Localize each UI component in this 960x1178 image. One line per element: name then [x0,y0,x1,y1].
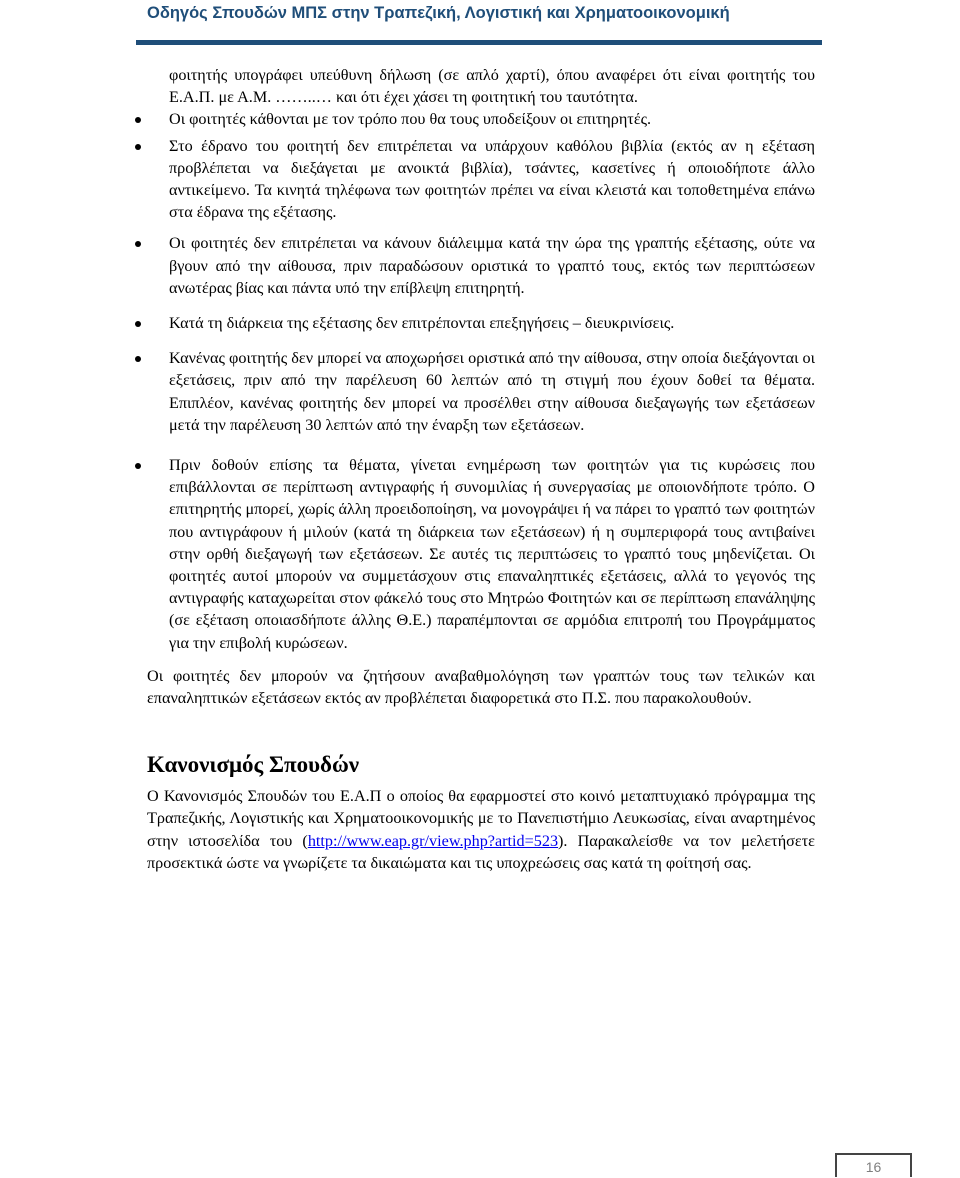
closing-paragraph: Οι φοιτητές δεν μπορούν να ζητήσουν αναβαθμολόγηση των γραπτών τους των τελικών και επαναληπτικών εξετάσεων εκτός αν προβλέπεται διαφορετικά στο Π.Σ. που παρακολουθούν. [147,666,815,708]
list-item: φοιτητής υπογράφει υπεύθυνη δήλωση (σε απλό χαρτί), όπου αναφέρει ότι είναι φοιτητής του Ε.Α.Π. με Α.Μ. ……..… και ότι έχει χάσει τη φοιτητική του ταυτότητα. [169,66,815,107]
page-number: 16 [865,1159,882,1175]
page-body [147,64,815,874]
bullet-icon [135,144,141,150]
bullet-icon [135,321,141,327]
list-item: Στο έδρανο του φοιτητή δεν επιτρέπεται να υπάρχουν καθόλου βιβλία (εκτός αν η εξέταση προβλέπεται να διεξάγεται με ανοικτά βιβλία), τσάντες, κασετίνες ή οποιοδήποτε άλλο αντικείμενο. Τα κινητά τηλέφωνα των φοιτητών πρέπει να είναι κλειστά και τοποθετημένα επάνω στα έδρανα της εξέτασης. [147,135,815,224]
list-item: Πριν δοθούν επίσης τα θέματα, γίνεται ενημέρωση των φοιτητών για τις κυρώσεις που επιβάλλονται σε περίπτωση αντιγραφής ή συνομιλίας ή συνεργασίας με οποιονδήποτε τρόπο. Ο επιτηρητής μπορεί, χωρίς άλλη προειδοποίηση, να μονογράψει ή να πάρει το γραπτό των φοιτητών που αντιγράφουν ή μιλούν (κατά τη διάρκεια των εξετάσεων) ή η συμπεριφορά τους αντιβαίνει στην ορθή διεξαγωγή των εξετάσεων. Σε αυτές τις περιπτώσεις το γραπτό τους μηδενίζεται. Οι φοιτητές αυτοί μπορούν να συμμετάσχουν στις επαναληπτικές εξετάσεις, αλλά το γεγονός της αντιγραφής καταχωρείται στον φάκελό τους στο Μητρώο Φοιτητών και σε περίπτωση επανάληψης (σε εξέταση οποιασδήποτε άλλης Θ.Ε.) παραπέμπονται σε αρμόδια επιτροπή του Προγράμματος για την επιβολή κυρώσεων. [147,454,815,654]
bullet-icon [135,463,141,469]
regulation-link[interactable]: http://www.eap.gr/view.php?artid=523 [307,831,559,850]
header-title: Οδηγός Σπουδών ΜΠΣ στην Τραπεζική, Λογιστική και Χρηματοοικονομική [147,4,730,22]
exam-rules-list [147,64,815,654]
bullet-icon [135,117,141,123]
section-title: Κανονισμός Σπουδών [147,752,360,778]
header-rule [136,40,822,45]
page-number-box [835,1153,912,1177]
list-item: Οι φοιτητές κάθονται με τον τρόπο που θα τους υποδείξουν οι επιτηρητές. [147,108,815,130]
bullet-icon [135,356,141,362]
bullet-icon [135,241,141,247]
list-item: Κανένας φοιτητής δεν μπορεί να αποχωρήσει οριστικά από την αίθουσα, στην οποία διεξάγονται οι εξετάσεις, πριν από την παρέλευση 60 λεπτών από τη στιγμή που έχουν δοθεί τα θέματα. Επιπλέον, κανένας φοιτητής δεν μπορεί να προσέλθει στην αίθουσα διεξαγωγής των εξετάσεων μετά την παρέλευση 30 λεπτών από την έναρξη των εξετάσεων. [147,347,815,436]
list-item: Κατά τη διάρκεια της εξέτασης δεν επιτρέπονται επεξηγήσεις – διευκρινίσεις. [147,312,815,334]
regulation-paragraph: Ο Κανονισμός Σπουδών του Ε.Α.Π ο οποίος θα εφαρμοστεί στο κοινό μεταπτυχιακό πρόγραμμα της Τραπεζικής, Λογιστικής και Χρηματοοικονομικής με το Πανεπιστήμιο Λευκωσίας, είναι αναρτημένος στην ιστοσελίδα του (http://www.eap.gr/view.php?artid=523). Παρακαλείσθε να τον μελετήσετε προσεκτικά ώστε να γνωρίζετε τα δικαιώματα και τις υποχρεώσεις σας κατά τη φοίτησή σας. [147,787,815,872]
list-item: Οι φοιτητές δεν επιτρέπεται να κάνουν διάλειμμα κατά την ώρα της γραπτής εξέτασης, ούτε να βγουν από την αίθουσα, πριν παραδώσουν οριστικά το γραπτό τους, εκτός των περιπτώσεων ανωτέρας βίας και πάντα υπό την επίβλεψη επιτηρητή. [147,232,815,299]
